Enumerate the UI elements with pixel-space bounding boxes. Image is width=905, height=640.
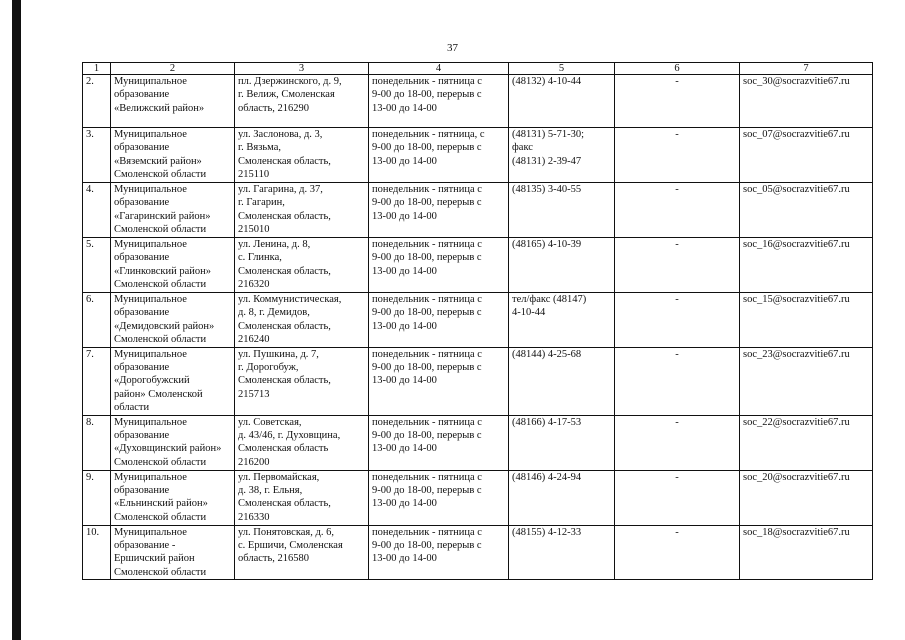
municipality-name-line: Ершичский район bbox=[114, 553, 195, 565]
municipality-name-line: области bbox=[114, 402, 150, 414]
working-hours-line: понедельник - пятница, с bbox=[372, 129, 485, 140]
phone bbox=[509, 238, 615, 293]
municipality-name-line: образование bbox=[114, 197, 170, 209]
working-hours-line: 9-00 до 18-00, перерыв с bbox=[372, 142, 482, 154]
municipality-name-line: образование bbox=[114, 430, 170, 442]
table-row bbox=[83, 347, 873, 415]
column-6-value: - bbox=[615, 347, 740, 415]
phone bbox=[509, 293, 615, 348]
address-line: с. Глинка, bbox=[238, 252, 282, 264]
col-header-3: 3 bbox=[235, 63, 369, 75]
municipality-name-line: Муниципальное bbox=[114, 526, 187, 538]
municipality-name-line: Муниципальное bbox=[114, 471, 187, 483]
row-number: 6. bbox=[83, 293, 111, 348]
municipality-name-line: Смоленской области bbox=[114, 279, 207, 291]
agencies-table bbox=[82, 62, 873, 580]
municipality-name-line: Смоленской области bbox=[114, 224, 207, 236]
working-hours bbox=[369, 525, 509, 580]
address bbox=[235, 238, 369, 293]
address-line: Смоленская область, bbox=[238, 265, 331, 277]
working-hours-line: 9-00 до 18-00, перерыв с bbox=[372, 89, 482, 101]
column-6-value: - bbox=[615, 415, 740, 470]
working-hours-line: 13-00 до 14-00 bbox=[372, 320, 437, 332]
phone bbox=[509, 75, 615, 128]
municipality-name-line: Смоленской области bbox=[114, 456, 207, 468]
row-number: 4. bbox=[83, 183, 111, 238]
working-hours-line: понедельник - пятница с bbox=[372, 348, 482, 360]
address-line: 216330 bbox=[238, 511, 270, 523]
working-hours-line: 9-00 до 18-00, перерыв с bbox=[372, 540, 482, 552]
municipality-name-line: Муниципальное bbox=[114, 294, 187, 305]
municipality-name-line: «Глинковский район» bbox=[114, 265, 211, 277]
phone bbox=[509, 347, 615, 415]
address-line: Смоленская область, bbox=[238, 498, 331, 510]
municipality-name bbox=[111, 470, 235, 525]
phone bbox=[509, 128, 615, 183]
working-hours-line: 13-00 до 14-00 bbox=[372, 102, 437, 114]
phone-line: (48132) 4-10-44 bbox=[512, 76, 582, 87]
municipality-name-line: образование bbox=[114, 252, 170, 264]
working-hours-line: 13-00 до 14-00 bbox=[372, 553, 437, 565]
municipality-name-line: образование bbox=[114, 485, 170, 497]
municipality-name-line: район» Смоленской bbox=[114, 388, 203, 400]
working-hours bbox=[369, 470, 509, 525]
municipality-name-line: Смоленской области bbox=[114, 566, 207, 578]
email: soc_07@socrazvitie67.ru bbox=[740, 128, 873, 183]
working-hours-line: 13-00 до 14-00 bbox=[372, 443, 437, 455]
phone bbox=[509, 415, 615, 470]
column-6-value: - bbox=[615, 75, 740, 128]
address-line: Смоленская область, bbox=[238, 375, 331, 387]
municipality-name-line: образование bbox=[114, 142, 170, 154]
table-row bbox=[83, 525, 873, 580]
working-hours bbox=[369, 238, 509, 293]
municipality-name-line: Муниципальное bbox=[114, 239, 187, 250]
address-line: г. Гагарин, bbox=[238, 197, 285, 209]
table-row bbox=[83, 470, 873, 525]
working-hours-line: 13-00 до 14-00 bbox=[372, 155, 437, 167]
address-line: Смоленская область, bbox=[238, 210, 331, 222]
municipality-name-line: «Дорогобужский bbox=[114, 375, 190, 387]
phone-line: (48146) 4-24-94 bbox=[512, 471, 582, 483]
phone-line: (48144) 4-25-68 bbox=[512, 348, 582, 360]
working-hours bbox=[369, 75, 509, 128]
municipality-name-line: Муниципальное bbox=[114, 416, 187, 428]
address-line: ул. Заслонова, д. 3, bbox=[238, 129, 323, 140]
working-hours bbox=[369, 183, 509, 238]
phone-line: 4-10-44 bbox=[512, 307, 546, 319]
table-row bbox=[83, 415, 873, 470]
municipality-name-line: Муниципальное bbox=[114, 184, 187, 195]
address bbox=[235, 347, 369, 415]
address-line: 215110 bbox=[238, 169, 270, 181]
phone bbox=[509, 525, 615, 580]
col-header-1: 1 bbox=[83, 63, 111, 75]
col-header-6: 6 bbox=[615, 63, 740, 75]
working-hours bbox=[369, 128, 509, 183]
address bbox=[235, 128, 369, 183]
address-line: д. 38, г. Ельня, bbox=[238, 485, 303, 497]
row-number: 7. bbox=[83, 347, 111, 415]
address-line: Смоленская область bbox=[238, 443, 329, 455]
working-hours-line: 13-00 до 14-00 bbox=[372, 210, 437, 222]
row-number: 5. bbox=[83, 238, 111, 293]
municipality-name-line: образование bbox=[114, 89, 170, 101]
phone-line: (48166) 4-17-53 bbox=[512, 416, 582, 428]
col-header-7: 7 bbox=[740, 63, 873, 75]
address-line: г. Велиж, Смоленская bbox=[238, 89, 335, 101]
email: soc_16@socrazvitie67.ru bbox=[740, 238, 873, 293]
working-hours-line: понедельник - пятница с bbox=[372, 416, 482, 428]
table-row bbox=[83, 293, 873, 348]
column-6-value: - bbox=[615, 525, 740, 580]
address bbox=[235, 75, 369, 128]
address-line: 215713 bbox=[238, 388, 270, 400]
phone-line: (48131) 2-39-47 bbox=[512, 155, 582, 167]
row-number: 9. bbox=[83, 470, 111, 525]
address-line: 216320 bbox=[238, 279, 270, 291]
column-6-value: - bbox=[615, 238, 740, 293]
phone-line: (48165) 4-10-39 bbox=[512, 239, 582, 250]
address-line: пл. Дзержинского, д. 9, bbox=[238, 76, 342, 87]
address-line: область, 216290 bbox=[238, 102, 310, 114]
email: soc_05@socrazvitie67.ru bbox=[740, 183, 873, 238]
municipality-name-line: образование - bbox=[114, 540, 176, 552]
working-hours-line: 9-00 до 18-00, перерыв с bbox=[372, 307, 482, 319]
row-number: 2. bbox=[83, 75, 111, 128]
municipality-name bbox=[111, 75, 235, 128]
address-line: ул. Понятовская, д. 6, bbox=[238, 526, 334, 538]
working-hours-line: 9-00 до 18-00, перерыв с bbox=[372, 197, 482, 209]
address bbox=[235, 183, 369, 238]
working-hours-line: понедельник - пятница с bbox=[372, 526, 482, 538]
column-6-value: - bbox=[615, 470, 740, 525]
municipality-name bbox=[111, 183, 235, 238]
working-hours-line: 13-00 до 14-00 bbox=[372, 265, 437, 277]
municipality-name-line: «Ельнинский район» bbox=[114, 498, 208, 510]
phone bbox=[509, 470, 615, 525]
address-line: ул. Первомайская, bbox=[238, 471, 320, 483]
address-line: ул. Гагарина, д. 37, bbox=[238, 184, 323, 195]
municipality-name bbox=[111, 128, 235, 183]
working-hours-line: понедельник - пятница с bbox=[372, 239, 482, 250]
address-line: Смоленская область, bbox=[238, 320, 331, 332]
table-row bbox=[83, 183, 873, 238]
working-hours bbox=[369, 415, 509, 470]
column-6-value: - bbox=[615, 183, 740, 238]
address-line: область, 216580 bbox=[238, 553, 310, 565]
municipality-name-line: «Вяземский район» bbox=[114, 155, 202, 167]
column-6-value: - bbox=[615, 128, 740, 183]
municipality-name bbox=[111, 415, 235, 470]
row-number: 8. bbox=[83, 415, 111, 470]
phone-line: (48155) 4-12-33 bbox=[512, 526, 582, 538]
municipality-name bbox=[111, 293, 235, 348]
email: soc_22@socrazvitie67.ru bbox=[740, 415, 873, 470]
phone bbox=[509, 183, 615, 238]
municipality-name bbox=[111, 347, 235, 415]
working-hours-line: 9-00 до 18-00, перерыв с bbox=[372, 430, 482, 442]
email: soc_15@socrazvitie67.ru bbox=[740, 293, 873, 348]
address-line: ул. Советская, bbox=[238, 416, 302, 428]
municipality-name-line: Муниципальное bbox=[114, 348, 187, 360]
address-line: 216240 bbox=[238, 334, 270, 346]
row-number: 10. bbox=[83, 525, 111, 580]
address-line: 216200 bbox=[238, 456, 270, 468]
municipality-name-line: «Гагаринский район» bbox=[114, 210, 211, 222]
municipality-name-line: образование bbox=[114, 362, 170, 374]
working-hours-line: 9-00 до 18-00, перерыв с bbox=[372, 252, 482, 264]
address-line: ул. Ленина, д. 8, bbox=[238, 239, 311, 250]
municipality-name-line: «Демидовский район» bbox=[114, 320, 215, 332]
working-hours-line: понедельник - пятница с bbox=[372, 294, 482, 305]
municipality-name bbox=[111, 525, 235, 580]
working-hours-line: 9-00 до 18-00, перерыв с bbox=[372, 485, 482, 497]
address bbox=[235, 525, 369, 580]
working-hours bbox=[369, 293, 509, 348]
municipality-name-line: образование bbox=[114, 307, 170, 319]
address-line: 215010 bbox=[238, 224, 270, 236]
address-line: д. 43/46, г. Духовщина, bbox=[238, 430, 341, 442]
phone-line: факс bbox=[512, 142, 533, 154]
municipality-name-line: «Велижский район» bbox=[114, 102, 205, 114]
address bbox=[235, 415, 369, 470]
phone-line: тел/факс (48147) bbox=[512, 294, 587, 305]
scan-margin-bar bbox=[12, 0, 21, 640]
email: soc_23@socrazvitie67.ru bbox=[740, 347, 873, 415]
column-6-value: - bbox=[615, 293, 740, 348]
address-line: с. Ершичи, Смоленская bbox=[238, 540, 343, 552]
header-row bbox=[83, 63, 873, 75]
address-line: д. 8, г. Демидов, bbox=[238, 307, 310, 319]
municipality-name-line: Смоленской области bbox=[114, 334, 207, 346]
address-line: г. Вязьма, bbox=[238, 142, 281, 154]
page-number: 37 bbox=[447, 42, 458, 54]
col-header-5: 5 bbox=[509, 63, 615, 75]
table-row bbox=[83, 128, 873, 183]
address-line: г. Дорогобуж, bbox=[238, 362, 299, 374]
address-line: ул. Пушкина, д. 7, bbox=[238, 348, 319, 360]
col-header-4: 4 bbox=[369, 63, 509, 75]
working-hours bbox=[369, 347, 509, 415]
address bbox=[235, 470, 369, 525]
working-hours-line: понедельник - пятница с bbox=[372, 184, 482, 195]
phone-line: (48135) 3-40-55 bbox=[512, 184, 582, 195]
email: soc_20@socrazvitie67.ru bbox=[740, 470, 873, 525]
municipality-name-line: «Духовщинский район» bbox=[114, 443, 222, 455]
working-hours-line: 9-00 до 18-00, перерыв с bbox=[372, 362, 482, 374]
working-hours-line: 13-00 до 14-00 bbox=[372, 375, 437, 387]
municipality-name-line: Муниципальное bbox=[114, 129, 187, 140]
phone-line: (48131) 5-71-30; bbox=[512, 129, 585, 140]
municipality-name-line: Муниципальное bbox=[114, 76, 187, 87]
address-line: Смоленская область, bbox=[238, 155, 331, 167]
address-line: ул. Коммунистическая, bbox=[238, 294, 342, 305]
row-number: 3. bbox=[83, 128, 111, 183]
working-hours-line: понедельник - пятница с bbox=[372, 76, 482, 87]
col-header-2: 2 bbox=[111, 63, 235, 75]
table-row bbox=[83, 238, 873, 293]
municipality-name-line: Смоленской области bbox=[114, 169, 207, 181]
email: soc_18@socrazvitie67.ru bbox=[740, 525, 873, 580]
table-row bbox=[83, 75, 873, 128]
address bbox=[235, 293, 369, 348]
working-hours-line: 13-00 до 14-00 bbox=[372, 498, 437, 510]
email: soc_30@socrazvitie67.ru bbox=[740, 75, 873, 128]
municipality-name-line: Смоленской области bbox=[114, 511, 207, 523]
working-hours-line: понедельник - пятница с bbox=[372, 471, 482, 483]
municipality-name bbox=[111, 238, 235, 293]
